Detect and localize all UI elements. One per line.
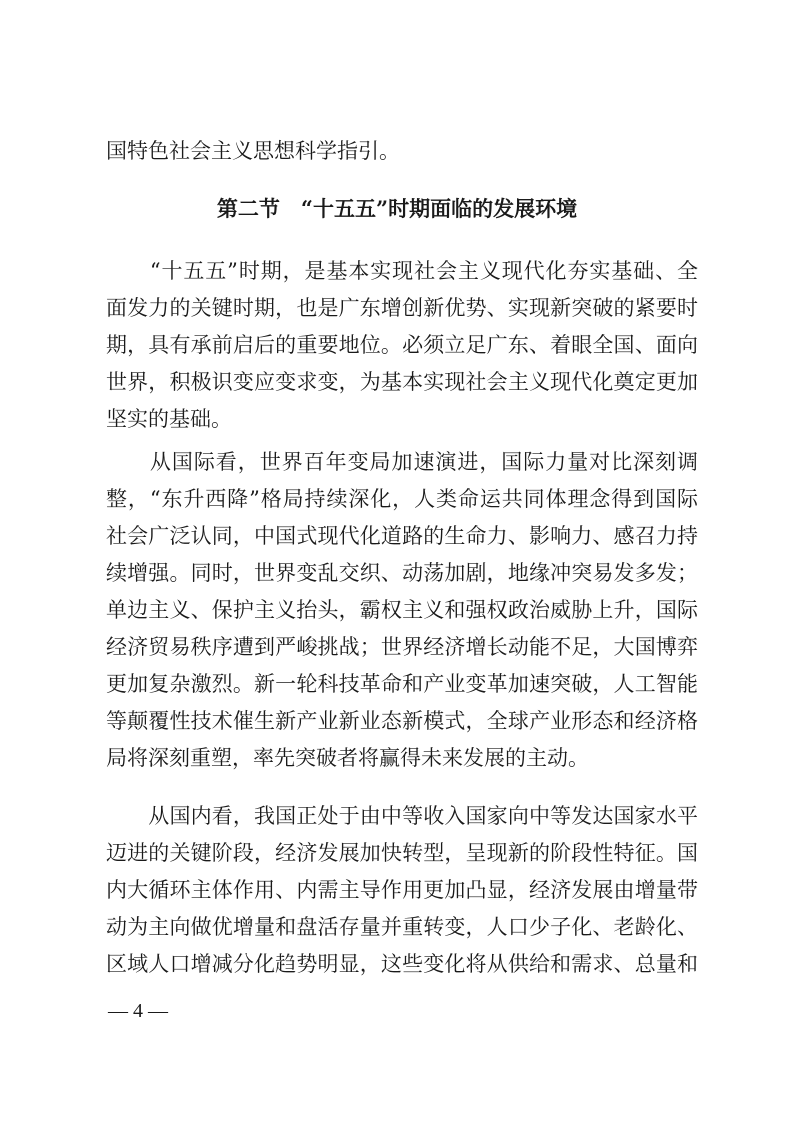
paragraph-line: 局将深刻重塑，率先突破者将赢得未来发展的主动。 bbox=[106, 746, 589, 770]
paragraph-line: 从国际看，世界百年变局加速演进，国际力量对比深刻调 bbox=[106, 450, 698, 474]
paragraph-line: 坚实的基础。 bbox=[106, 407, 232, 431]
paragraph-line: 内大循环主体作用、内需主导作用更加凸显，经济发展由增量带 bbox=[106, 878, 698, 902]
paragraph-line: 世界，积极识变应变求变，为基本实现社会主义现代化奠定更加 bbox=[106, 370, 698, 394]
page-number: — 4 — bbox=[108, 1000, 168, 1022]
paragraph-line: 经济贸易秩序遭到严峻挑战；世界经济增长动能不足，大国博弈 bbox=[106, 635, 698, 659]
continuation-line: 国特色社会主义思想科学指引。 bbox=[106, 139, 400, 163]
paragraph-line: 从国内看，我国正处于由中等收入国家向中等发达国家水平 bbox=[106, 804, 698, 828]
paragraph-line: 整，“东升西降”格局持续深化，人类命运共同体理念得到国际 bbox=[106, 487, 698, 511]
paragraph-line: 续增强。同时，世界变乱交织、动荡加剧，地缘冲突易发多发； bbox=[106, 561, 698, 585]
paragraph-line: 区域人口增减分化趋势明显，这些变化将从供给和需求、总量和 bbox=[106, 952, 698, 976]
section-heading: 第二节 “十五五”时期面临的发展环境 bbox=[216, 196, 578, 221]
paragraph-line: 迈进的关键阶段，经济发展加快转型，呈现新的阶段性特征。国 bbox=[106, 841, 698, 865]
paragraph-line: 单边主义、保护主义抬头，霸权主义和强权政治威胁上升，国际 bbox=[106, 598, 698, 622]
paragraph-line: 等颠覆性技术催生新产业新业态新模式，全球产业形态和经济格 bbox=[106, 709, 698, 733]
paragraph-line: 社会广泛认同，中国式现代化道路的生命力、影响力、感召力持 bbox=[106, 524, 698, 548]
paragraph-line: “十五五”时期，是基本实现社会主义现代化夯实基础、全 bbox=[106, 259, 698, 283]
paragraph-line: 期，具有承前启后的重要地位。必须立足广东、着眼全国、面向 bbox=[106, 333, 698, 357]
paragraph-line: 面发力的关键时期，也是广东增创新优势、实现新突破的紧要时 bbox=[106, 296, 698, 320]
paragraph-line: 更加复杂激烈。新一轮科技革命和产业变革加速突破，人工智能 bbox=[106, 672, 698, 696]
paragraph-line: 动为主向做优增量和盘活存量并重转变，人口少子化、老龄化、 bbox=[106, 915, 698, 939]
